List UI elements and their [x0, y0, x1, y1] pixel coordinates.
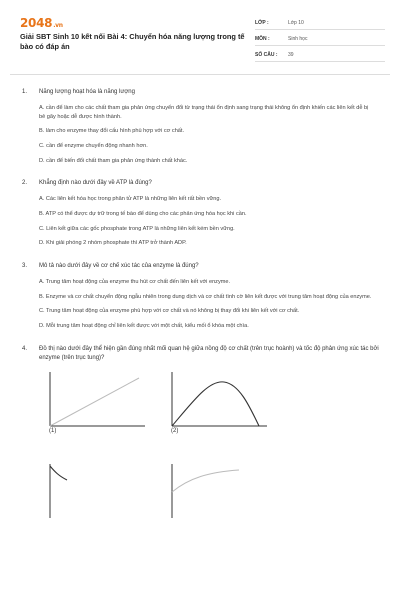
meta-key: SỐ CÂU : — [255, 52, 278, 58]
question-number: 1. — [22, 89, 28, 95]
logo-domain: .vn — [53, 22, 63, 29]
question-number: 2. — [22, 180, 28, 187]
peak-curve — [172, 381, 259, 425]
question-stem — [22, 262, 390, 271]
graph-3[interactable] — [47, 462, 147, 532]
question-text: Đồ thị nào dưới đây thể hiện gần đúng nhất mối quan hệ giữa nồng độ cơ chất (trên trục hoành) và tốc độ phản ứng xúc tác bởi enzyme (trên trục tung)? — [39, 345, 379, 361]
linear-curve — [50, 378, 139, 426]
question-text: Năng lượng hoạt hóa là năng lượng — [39, 89, 135, 95]
graph-label: (2) — [171, 427, 179, 434]
site-logo[interactable] — [20, 16, 63, 30]
doc-meta — [255, 17, 385, 65]
question-stem — [22, 345, 390, 363]
graph-4[interactable] — [169, 462, 269, 532]
answer-option-b[interactable]: B. làm cho enzyme thay đổi cấu hình phù hợp với cơ chất. — [39, 128, 185, 135]
document-page — [10, 8, 390, 600]
decreasing-curve — [50, 466, 67, 480]
graph-options — [39, 370, 390, 490]
question-2 — [10, 179, 390, 248]
answer-option-a[interactable]: A. Trung tâm hoạt động của enzyme thu hút cơ chất đến liên kết với enzyme. — [39, 278, 231, 285]
saturation-curve — [172, 470, 239, 492]
question-text: Mô tả nào dưới đây về cơ chế xúc tác của enzyme là đúng? — [39, 262, 199, 269]
meta-row-subject — [255, 33, 385, 46]
question-number: 3. — [22, 262, 28, 269]
answer-option-b[interactable]: B. ATP có thể được dự trữ trong tế bào để dùng cho các phản ứng hóa học khi cần. — [39, 210, 247, 217]
question-3 — [10, 262, 390, 331]
doc-title: Giải SBT Sinh 10 kết nối Bài 4: Chuyển hóa năng lượng trong tế bào có đáp án — [20, 32, 245, 51]
doc-header — [10, 8, 390, 64]
meta-key: LỚP : — [255, 20, 269, 26]
answer-option-b[interactable]: B. Enzyme và cơ chất chuyển động ngẫu nhiên trong dung dịch và cơ chất tình cờ liên kết được với trung tâm hoạt động của enzyme. — [39, 293, 372, 300]
answer-option-a[interactable]: A. cần để làm cho các chất tham gia phản ứng chuyển đổi từ trạng thái ổn định sang trạng thái không ổn định khiến các liên kết dễ bị bẻ gãy hoặc dễ được hình thành. — [39, 105, 369, 120]
question-4 — [10, 345, 390, 490]
answer-option-c[interactable]: C. cần để enzyme chuyển động nhanh hơn. — [39, 142, 148, 149]
graph-1-plot — [47, 370, 147, 430]
graph-2[interactable] — [169, 370, 269, 440]
question-text: Khẳng định nào dưới đây về ATP là đúng? — [39, 180, 152, 187]
answer-option-d[interactable]: D. Mỗi trung tâm hoạt động chỉ liên kết được với một chất, kiểu mối ổ khóa một chìa. — [39, 322, 249, 329]
graph-4-plot — [169, 462, 269, 522]
answer-option-c[interactable]: C. Trung tâm hoạt động của enzyme phù hợp với cơ chất và nó không bị thay đổi khi liên kết với cơ chất. — [39, 308, 300, 315]
answer-option-d[interactable]: D. cần để biến đổi chất tham gia phản ứng thành chất khác. — [39, 157, 188, 164]
meta-key: MÔN : — [255, 36, 270, 42]
meta-value: Sinh học — [288, 36, 308, 42]
header-divider — [10, 74, 390, 75]
graph-3-plot — [47, 462, 147, 522]
question-1 — [10, 88, 390, 165]
graph-label: (1) — [49, 427, 57, 434]
graph-1[interactable] — [47, 370, 147, 440]
question-stem — [22, 179, 390, 188]
answer-option-c[interactable]: C. Liên kết giữa các gốc phosphate trong ATP là những liên kết kém bền vững. — [39, 225, 235, 232]
meta-value: Lớp 10 — [288, 20, 304, 26]
graph-2-plot — [169, 370, 269, 430]
question-number: 4. — [22, 345, 28, 352]
answer-option-a[interactable]: A. Các liên kết hóa học trong phân tử ATP là những liên kết rất bền vững. — [39, 196, 222, 203]
meta-value: 39 — [288, 52, 294, 58]
logo-text: 2048 — [20, 16, 53, 30]
question-stem — [22, 88, 390, 97]
meta-row-count — [255, 49, 385, 62]
meta-row-grade — [255, 17, 385, 30]
answer-option-d[interactable]: D. Khi giải phóng 2 nhóm phosphate thì ATP trở thành ADP. — [39, 240, 187, 247]
question-list — [10, 88, 390, 504]
